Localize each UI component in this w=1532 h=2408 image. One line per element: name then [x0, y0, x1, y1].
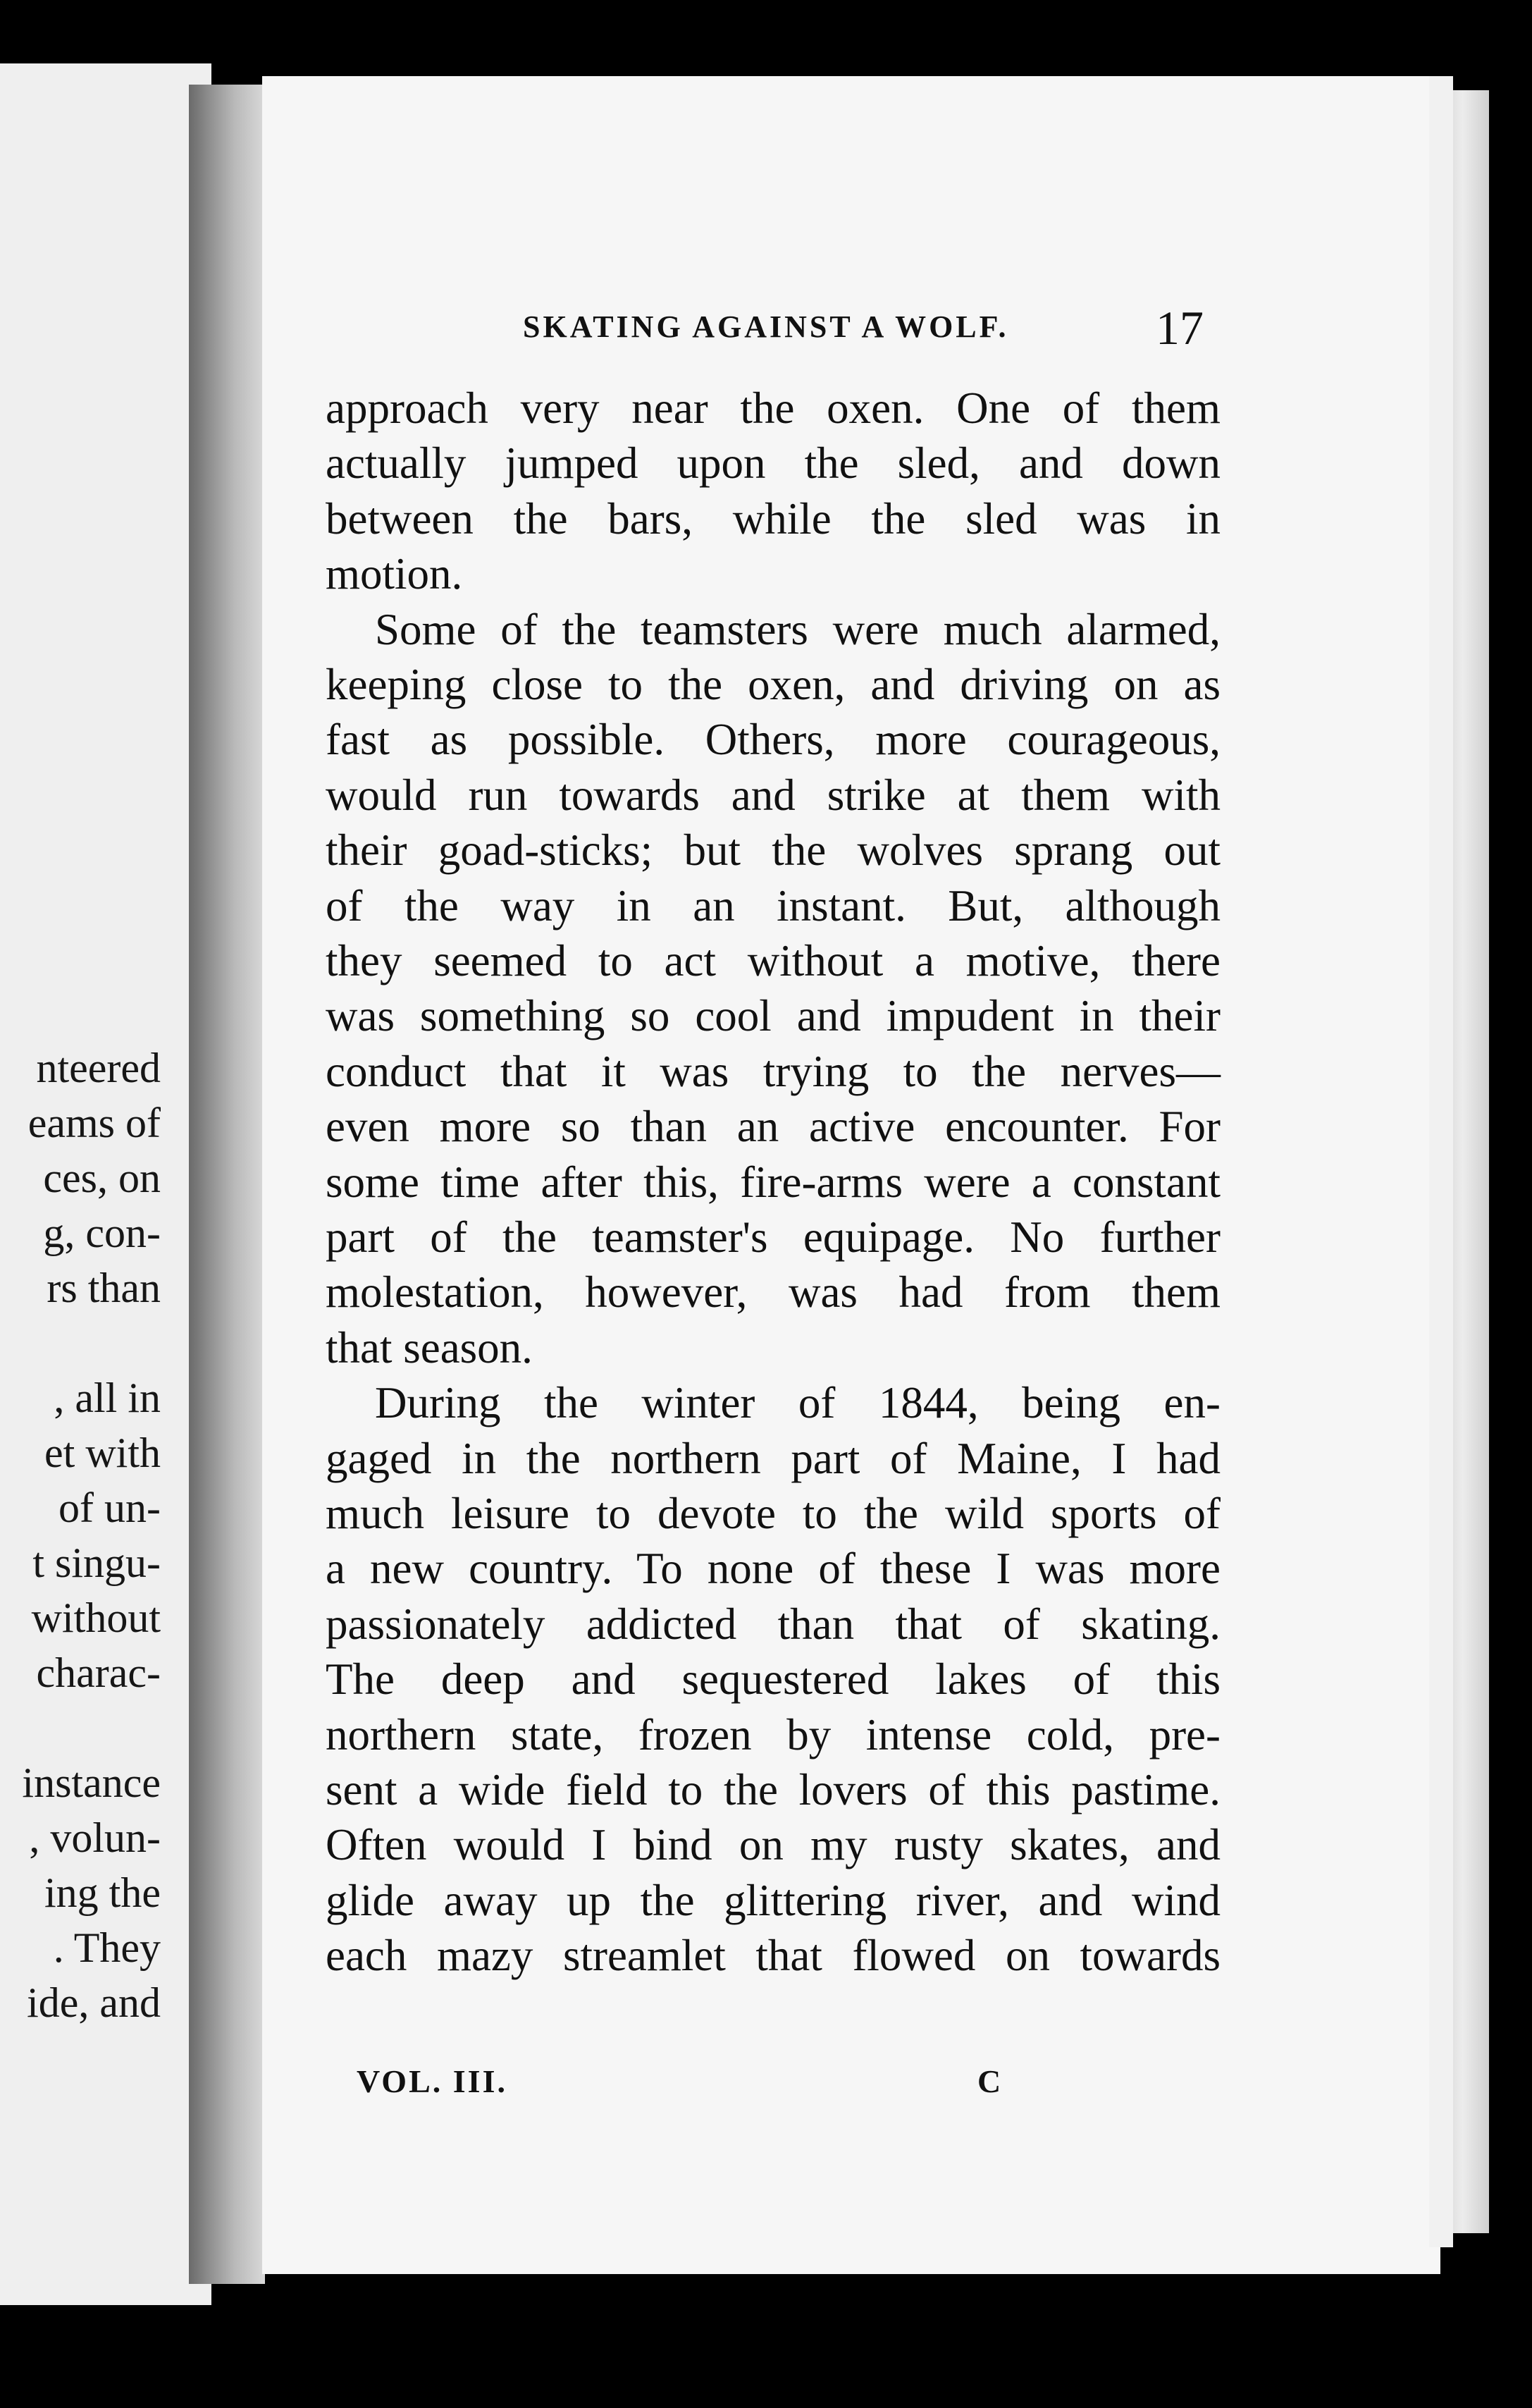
text-line: sent a wide field to the lovers of this pastime.	[326, 1765, 1221, 1814]
left-page-line: t singu-	[32, 1540, 161, 1586]
text-line: The deep and sequestered lakes of this	[326, 1654, 1221, 1704]
text-line: glide away up the glittering river, and wind	[326, 1875, 1221, 1925]
running-head-title: SKATING AGAINST A WOLF.	[523, 309, 1009, 344]
text-line: fast as possible. Others, more courageous,	[326, 715, 1221, 765]
left-page-line: ces, on	[43, 1155, 161, 1201]
text-line: between the bars, while the sled was in	[326, 493, 1221, 543]
text-line: actually jumped upon the sled, and down	[326, 438, 1221, 489]
text-line: gaged in the northern part of Maine, I had	[326, 1433, 1221, 1483]
text-line: conduct that it was trying to the nerves—	[326, 1046, 1221, 1096]
page-number: 17	[1156, 301, 1204, 355]
left-page-line: , all in	[54, 1375, 161, 1421]
text-line: Some of the teamsters were much alarmed,	[375, 604, 1221, 654]
gathering-signature: C	[977, 2063, 1001, 2099]
text-line: much leisure to devote to the wild sports of	[326, 1489, 1221, 1538]
left-page-line: et with	[44, 1430, 161, 1476]
left-page-line: eams of	[27, 1100, 161, 1146]
left-page-line: g, con-	[43, 1210, 161, 1256]
left-page-line: ing the	[44, 1869, 161, 1916]
text-line: Often would I bind on my rusty skates, and	[326, 1820, 1221, 1870]
text-line: they seemed to act without a motive, there	[326, 936, 1221, 985]
text-line: During the winter of 1844, being en-	[375, 1378, 1221, 1428]
text-line: that season.	[326, 1322, 533, 1372]
text-line: their goad-sticks; but the wolves sprang out	[326, 825, 1221, 876]
text-line: a new country. To none of these I was more	[326, 1544, 1221, 1594]
text-line: passionately addicted than that of skating.	[326, 1599, 1221, 1649]
text-line: molestation, however, was had from them	[326, 1267, 1221, 1317]
left-page-line: ide, and	[27, 1979, 161, 2026]
volume-signature: VOL. III.	[357, 2063, 507, 2099]
right-page	[262, 76, 1440, 2274]
text-line: was something so cool and impudent in their	[326, 991, 1221, 1041]
text-line: of the way in an instant. But, although	[326, 880, 1221, 930]
left-facing-page	[0, 63, 211, 2305]
text-line: each mazy streamlet that flowed on towards	[326, 1931, 1221, 1981]
page-edge-inner	[1429, 76, 1453, 2247]
text-line: some time after this, fire-arms were a constant	[326, 1157, 1221, 1207]
left-page-line: nteered	[36, 1045, 161, 1091]
left-page-line: , volun-	[29, 1814, 161, 1861]
left-page-line: of un-	[58, 1485, 161, 1531]
text-line: would run towards and strike at them with	[326, 770, 1221, 820]
text-line: motion.	[326, 549, 463, 599]
left-page-line: instance	[22, 1759, 161, 1806]
text-line: even more so than an active encounter. For	[326, 1102, 1221, 1152]
text-line: approach very near the oxen. One of them	[326, 383, 1221, 433]
left-page-line: . They	[53, 1924, 161, 1971]
book-gutter	[189, 85, 265, 2284]
left-page-line: rs than	[47, 1265, 161, 1311]
left-page-line: charac-	[36, 1650, 161, 1696]
text-line: part of the teamster's equipage. No further	[326, 1212, 1221, 1262]
left-page-line: without	[31, 1595, 161, 1641]
text-line: keeping close to the oxen, and driving on as	[326, 660, 1221, 709]
text-line: northern state, frozen by intense cold, pre-	[326, 1709, 1221, 1759]
